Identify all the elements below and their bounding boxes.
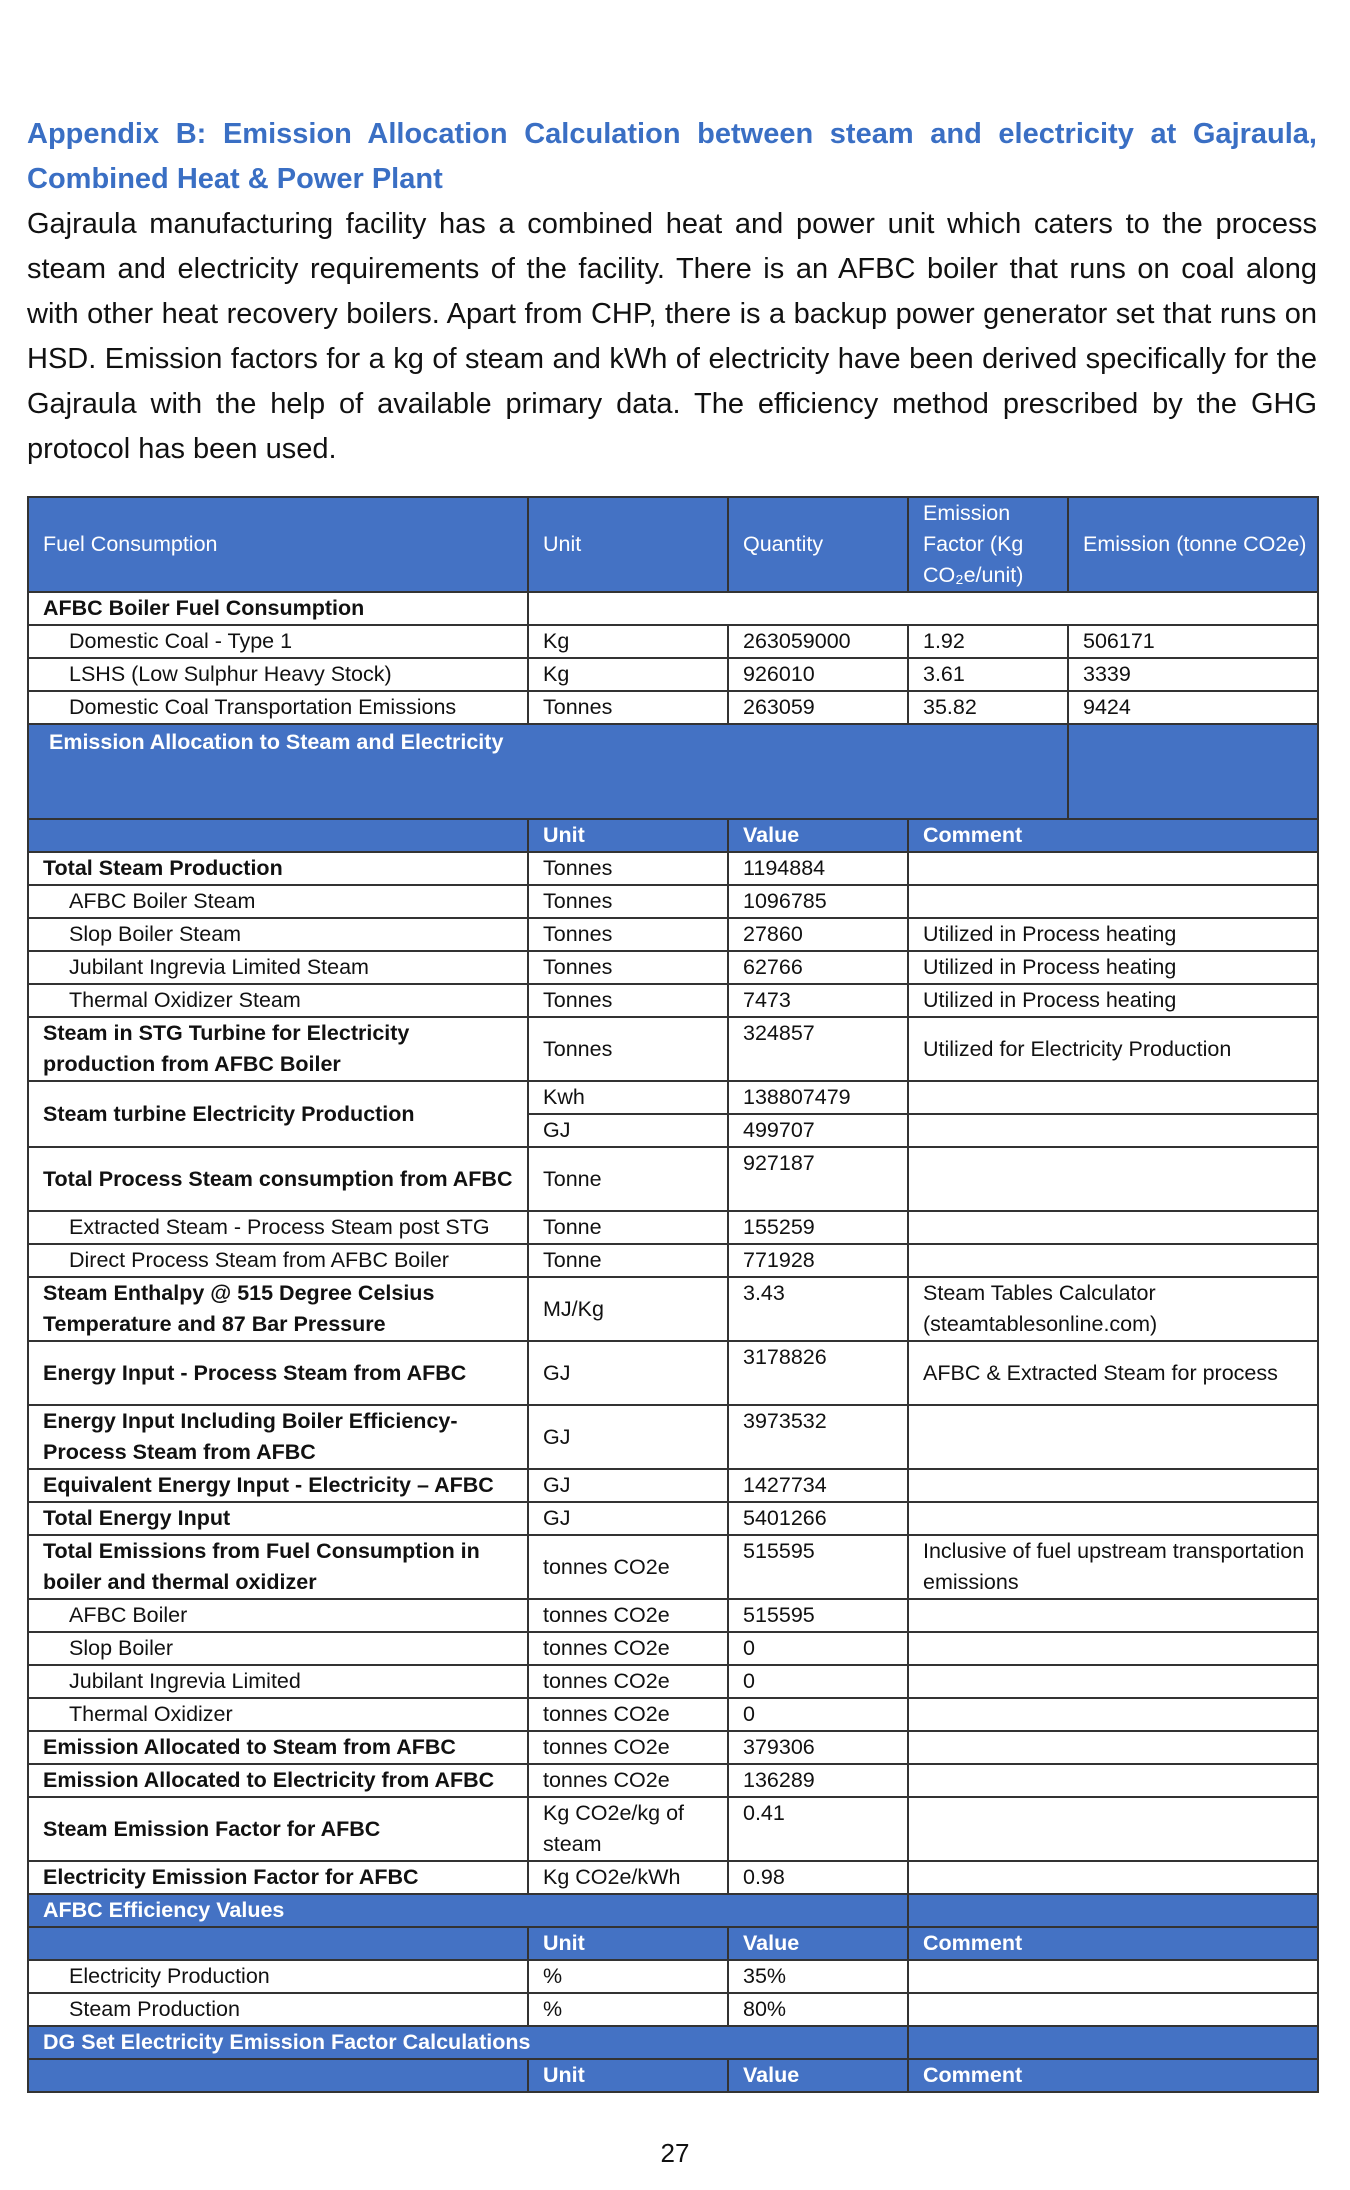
row-value: 1096785	[728, 885, 908, 918]
header-emission-factor: Emission Factor (Kg CO₂e/unit)	[908, 497, 1068, 592]
efficiency-section-title: AFBC Efficiency Values	[28, 1894, 908, 1927]
row-comment	[908, 1698, 1318, 1731]
table-row	[28, 1469, 1318, 1502]
row-label: Total Process Steam consumption from AFBC	[28, 1147, 528, 1211]
row-value: 0.98	[728, 1861, 908, 1894]
row-comment	[908, 1244, 1318, 1277]
subheader-value: Value	[728, 819, 908, 852]
row-comment: AFBC & Extracted Steam for process	[908, 1341, 1318, 1405]
row-comment: Utilized in Process heating	[908, 984, 1318, 1017]
row-unit: Tonne	[528, 1244, 728, 1277]
row-comment: Utilized in Process heating	[908, 951, 1318, 984]
row-unit: Tonnes	[528, 918, 728, 951]
fuel-emission: 3339	[1068, 658, 1318, 691]
subheader-unit: Unit	[528, 2059, 728, 2092]
table-row	[28, 1277, 1318, 1341]
empty-cell	[1068, 724, 1318, 819]
row-value: 27860	[728, 918, 908, 951]
row-unit: Tonnes	[528, 984, 728, 1017]
row-unit: tonnes CO2e	[528, 1632, 728, 1665]
row-unit: Tonne	[528, 1147, 728, 1211]
dg-section-row	[28, 2026, 1318, 2059]
row-label: Steam Enthalpy @ 515 Degree Celsius Temperature and 87 Bar Pressure	[28, 1277, 528, 1341]
row-value: 0	[728, 1632, 908, 1665]
row-comment	[908, 1632, 1318, 1665]
header-emission: Emission (tonne CO2e)	[1068, 497, 1318, 592]
row-unit: tonnes CO2e	[528, 1698, 728, 1731]
row-label: Extracted Steam - Process Steam post STG	[28, 1211, 528, 1244]
row-label: Energy Input - Process Steam from AFBC	[28, 1341, 528, 1405]
table-row	[28, 625, 1318, 658]
row-label: Thermal Oxidizer	[28, 1698, 528, 1731]
intro-paragraph: Gajraula manufacturing facility has a combined heat and power unit which caters to the process steam and electricity requirements of the facility. There is an AFBC boiler that runs on coal along with other heat recovery boilers. Apart from CHP, there is a backup power generator set that runs on HSD. Emission factors for a kg of steam and kWh of electricity have been derived specifically for the Gajraula with the help of available primary data. The efficiency method prescribed by the GHG protocol has been used.	[27, 208, 1317, 465]
row-unit: MJ/Kg	[528, 1277, 728, 1341]
row-label: Electricity Emission Factor for AFBC	[28, 1861, 528, 1894]
subheader-unit: Unit	[528, 1927, 728, 1960]
table-row	[28, 918, 1318, 951]
row-unit: Kwh	[528, 1081, 728, 1114]
row-comment	[908, 1599, 1318, 1632]
row-value: 138807479	[728, 1081, 908, 1114]
row-unit: tonnes CO2e	[528, 1535, 728, 1599]
row-value: 5401266	[728, 1502, 908, 1535]
subheader-value: Value	[728, 2059, 908, 2092]
fuel-emission: 9424	[1068, 691, 1318, 724]
appendix-heading: Appendix B: Emission Allocation Calculation between steam and electricity at Gajraula, Combined Heat & Power Plant	[27, 118, 1317, 195]
fuel-name: LSHS (Low Sulphur Heavy Stock)	[28, 658, 528, 691]
row-unit: %	[528, 1960, 728, 1993]
efficiency-subheader-row	[28, 1927, 1318, 1960]
row-label: Jubilant Ingrevia Limited Steam	[28, 951, 528, 984]
row-unit: %	[528, 1993, 728, 2026]
row-value: 499707	[728, 1114, 908, 1147]
row-value: 1194884	[728, 852, 908, 885]
table-row	[28, 1081, 1318, 1114]
row-comment: Inclusive of fuel upstream transportation emissions	[908, 1535, 1318, 1599]
table-row	[28, 951, 1318, 984]
row-unit: tonnes CO2e	[528, 1764, 728, 1797]
row-label: AFBC Boiler	[28, 1599, 528, 1632]
row-value: 136289	[728, 1764, 908, 1797]
table-row	[28, 984, 1318, 1017]
row-comment: Steam Tables Calculator (steamtablesonline.com)	[908, 1277, 1318, 1341]
table-row	[28, 1764, 1318, 1797]
row-value: 515595	[728, 1535, 908, 1599]
fuel-unit: Kg	[528, 625, 728, 658]
table-header-row	[28, 497, 1318, 592]
row-value: 35%	[728, 1960, 908, 1993]
row-comment	[908, 1081, 1318, 1114]
fuel-section-title: AFBC Boiler Fuel Consumption	[28, 592, 528, 625]
row-label: Thermal Oxidizer Steam	[28, 984, 528, 1017]
row-value: 80%	[728, 1993, 908, 2026]
subheader-unit: Unit	[528, 819, 728, 852]
row-unit: Tonnes	[528, 951, 728, 984]
row-comment	[908, 1731, 1318, 1764]
row-value: 7473	[728, 984, 908, 1017]
table-row	[28, 1211, 1318, 1244]
subheader-comment: Comment	[908, 819, 1318, 852]
table-row	[28, 885, 1318, 918]
table-row	[28, 1405, 1318, 1469]
empty-cell	[908, 2026, 1318, 2059]
row-comment	[908, 1147, 1318, 1211]
fuel-emission-factor: 1.92	[908, 625, 1068, 658]
empty-cell	[28, 1927, 528, 1960]
fuel-emission-factor: 3.61	[908, 658, 1068, 691]
row-comment	[908, 1861, 1318, 1894]
dg-section-title: DG Set Electricity Emission Factor Calculations	[28, 2026, 908, 2059]
row-value: 771928	[728, 1244, 908, 1277]
row-value: 0	[728, 1665, 908, 1698]
row-comment	[908, 1797, 1318, 1861]
row-unit: tonnes CO2e	[528, 1731, 728, 1764]
table-row	[28, 1632, 1318, 1665]
table-row	[28, 1017, 1318, 1081]
row-label: Steam in STG Turbine for Electricity production from AFBC Boiler	[28, 1017, 528, 1081]
table-row	[28, 1698, 1318, 1731]
row-comment	[908, 1665, 1318, 1698]
row-value: 1427734	[728, 1469, 908, 1502]
row-value: 515595	[728, 1599, 908, 1632]
row-label: Steam turbine Electricity Production	[28, 1081, 528, 1147]
fuel-emission: 506171	[1068, 625, 1318, 658]
table-row	[28, 852, 1318, 885]
row-label: Energy Input Including Boiler Efficiency-Process Steam from AFBC	[28, 1405, 528, 1469]
row-comment	[908, 1405, 1318, 1469]
table-row	[28, 1147, 1318, 1211]
page-text	[27, 112, 1317, 472]
table-row	[28, 1797, 1318, 1861]
subheader-comment: Comment	[908, 1927, 1318, 1960]
row-comment	[908, 1211, 1318, 1244]
row-label: Total Emissions from Fuel Consumption in boiler and thermal oxidizer	[28, 1535, 528, 1599]
row-comment: Utilized in Process heating	[908, 918, 1318, 951]
page-number: 27	[660, 2138, 690, 2168]
row-unit: GJ	[528, 1114, 728, 1147]
allocation-section-row	[28, 724, 1318, 819]
empty-cell	[908, 1894, 1318, 1927]
table-row	[28, 1535, 1318, 1599]
table-row	[28, 1244, 1318, 1277]
row-label: Electricity Production	[28, 1960, 528, 1993]
empty-cell	[28, 819, 528, 852]
row-label: Jubilant Ingrevia Limited	[28, 1665, 528, 1698]
fuel-quantity: 263059000	[728, 625, 908, 658]
row-label: Equivalent Energy Input - Electricity – AFBC	[28, 1469, 528, 1502]
row-value: 0	[728, 1698, 908, 1731]
row-unit: Tonnes	[528, 885, 728, 918]
row-value: 3973532	[728, 1405, 908, 1469]
row-unit: GJ	[528, 1341, 728, 1405]
row-comment	[908, 852, 1318, 885]
efficiency-section-row	[28, 1894, 1318, 1927]
subheader-comment: Comment	[908, 2059, 1318, 2092]
fuel-emission-factor: 35.82	[908, 691, 1068, 724]
row-label: Direct Process Steam from AFBC Boiler	[28, 1244, 528, 1277]
row-comment	[908, 1993, 1318, 2026]
table-row	[28, 1993, 1318, 2026]
row-label: Slop Boiler	[28, 1632, 528, 1665]
fuel-unit: Tonnes	[528, 691, 728, 724]
row-value: 155259	[728, 1211, 908, 1244]
table-row	[28, 1502, 1318, 1535]
emission-table	[27, 496, 1319, 2093]
row-value: 379306	[728, 1731, 908, 1764]
row-label: Total Steam Production	[28, 852, 528, 885]
row-label: Total Energy Input	[28, 1502, 528, 1535]
row-unit: GJ	[528, 1469, 728, 1502]
row-label: Steam Emission Factor for AFBC	[28, 1797, 528, 1861]
row-unit: tonnes CO2e	[528, 1665, 728, 1698]
row-value: 62766	[728, 951, 908, 984]
fuel-quantity: 926010	[728, 658, 908, 691]
row-value: 324857	[728, 1017, 908, 1081]
row-label: Steam Production	[28, 1993, 528, 2026]
row-value: 3178826	[728, 1341, 908, 1405]
row-comment	[908, 1469, 1318, 1502]
subheader-value: Value	[728, 1927, 908, 1960]
row-unit: GJ	[528, 1502, 728, 1535]
row-comment	[908, 885, 1318, 918]
row-unit: Kg CO2e/kWh	[528, 1861, 728, 1894]
row-label: AFBC Boiler Steam	[28, 885, 528, 918]
row-comment	[908, 1114, 1318, 1147]
empty-cell	[528, 592, 1318, 625]
table-row	[28, 1960, 1318, 1993]
table-row	[28, 1731, 1318, 1764]
fuel-name: Domestic Coal Transportation Emissions	[28, 691, 528, 724]
row-comment: Utilized for Electricity Production	[908, 1017, 1318, 1081]
empty-cell	[28, 2059, 528, 2092]
header-fuel-consumption: Fuel Consumption	[28, 497, 528, 592]
row-unit: Kg CO2e/kg of steam	[528, 1797, 728, 1861]
table-row	[28, 592, 1318, 625]
row-label: Slop Boiler Steam	[28, 918, 528, 951]
row-value: 927187	[728, 1147, 908, 1211]
row-label: Emission Allocated to Steam from AFBC	[28, 1731, 528, 1764]
table-row	[28, 1861, 1318, 1894]
table-row	[28, 1665, 1318, 1698]
row-unit: Tonne	[528, 1211, 728, 1244]
row-unit: tonnes CO2e	[528, 1599, 728, 1632]
table-row	[28, 1341, 1318, 1405]
fuel-name: Domestic Coal - Type 1	[28, 625, 528, 658]
table-row	[28, 658, 1318, 691]
row-comment	[908, 1960, 1318, 1993]
allocation-subheader-row	[28, 819, 1318, 852]
row-value: 3.43	[728, 1277, 908, 1341]
row-value: 0.41	[728, 1797, 908, 1861]
table-row	[28, 691, 1318, 724]
row-label: Emission Allocated to Electricity from AFBC	[28, 1764, 528, 1797]
row-unit: Tonnes	[528, 1017, 728, 1081]
header-unit: Unit	[528, 497, 728, 592]
row-comment	[908, 1764, 1318, 1797]
header-quantity: Quantity	[728, 497, 908, 592]
row-unit: Tonnes	[528, 852, 728, 885]
table-row	[28, 1599, 1318, 1632]
row-unit: GJ	[528, 1405, 728, 1469]
dg-subheader-row	[28, 2059, 1318, 2092]
allocation-section-title: Emission Allocation to Steam and Electricity	[28, 724, 1068, 819]
row-comment	[908, 1502, 1318, 1535]
fuel-unit: Kg	[528, 658, 728, 691]
fuel-quantity: 263059	[728, 691, 908, 724]
